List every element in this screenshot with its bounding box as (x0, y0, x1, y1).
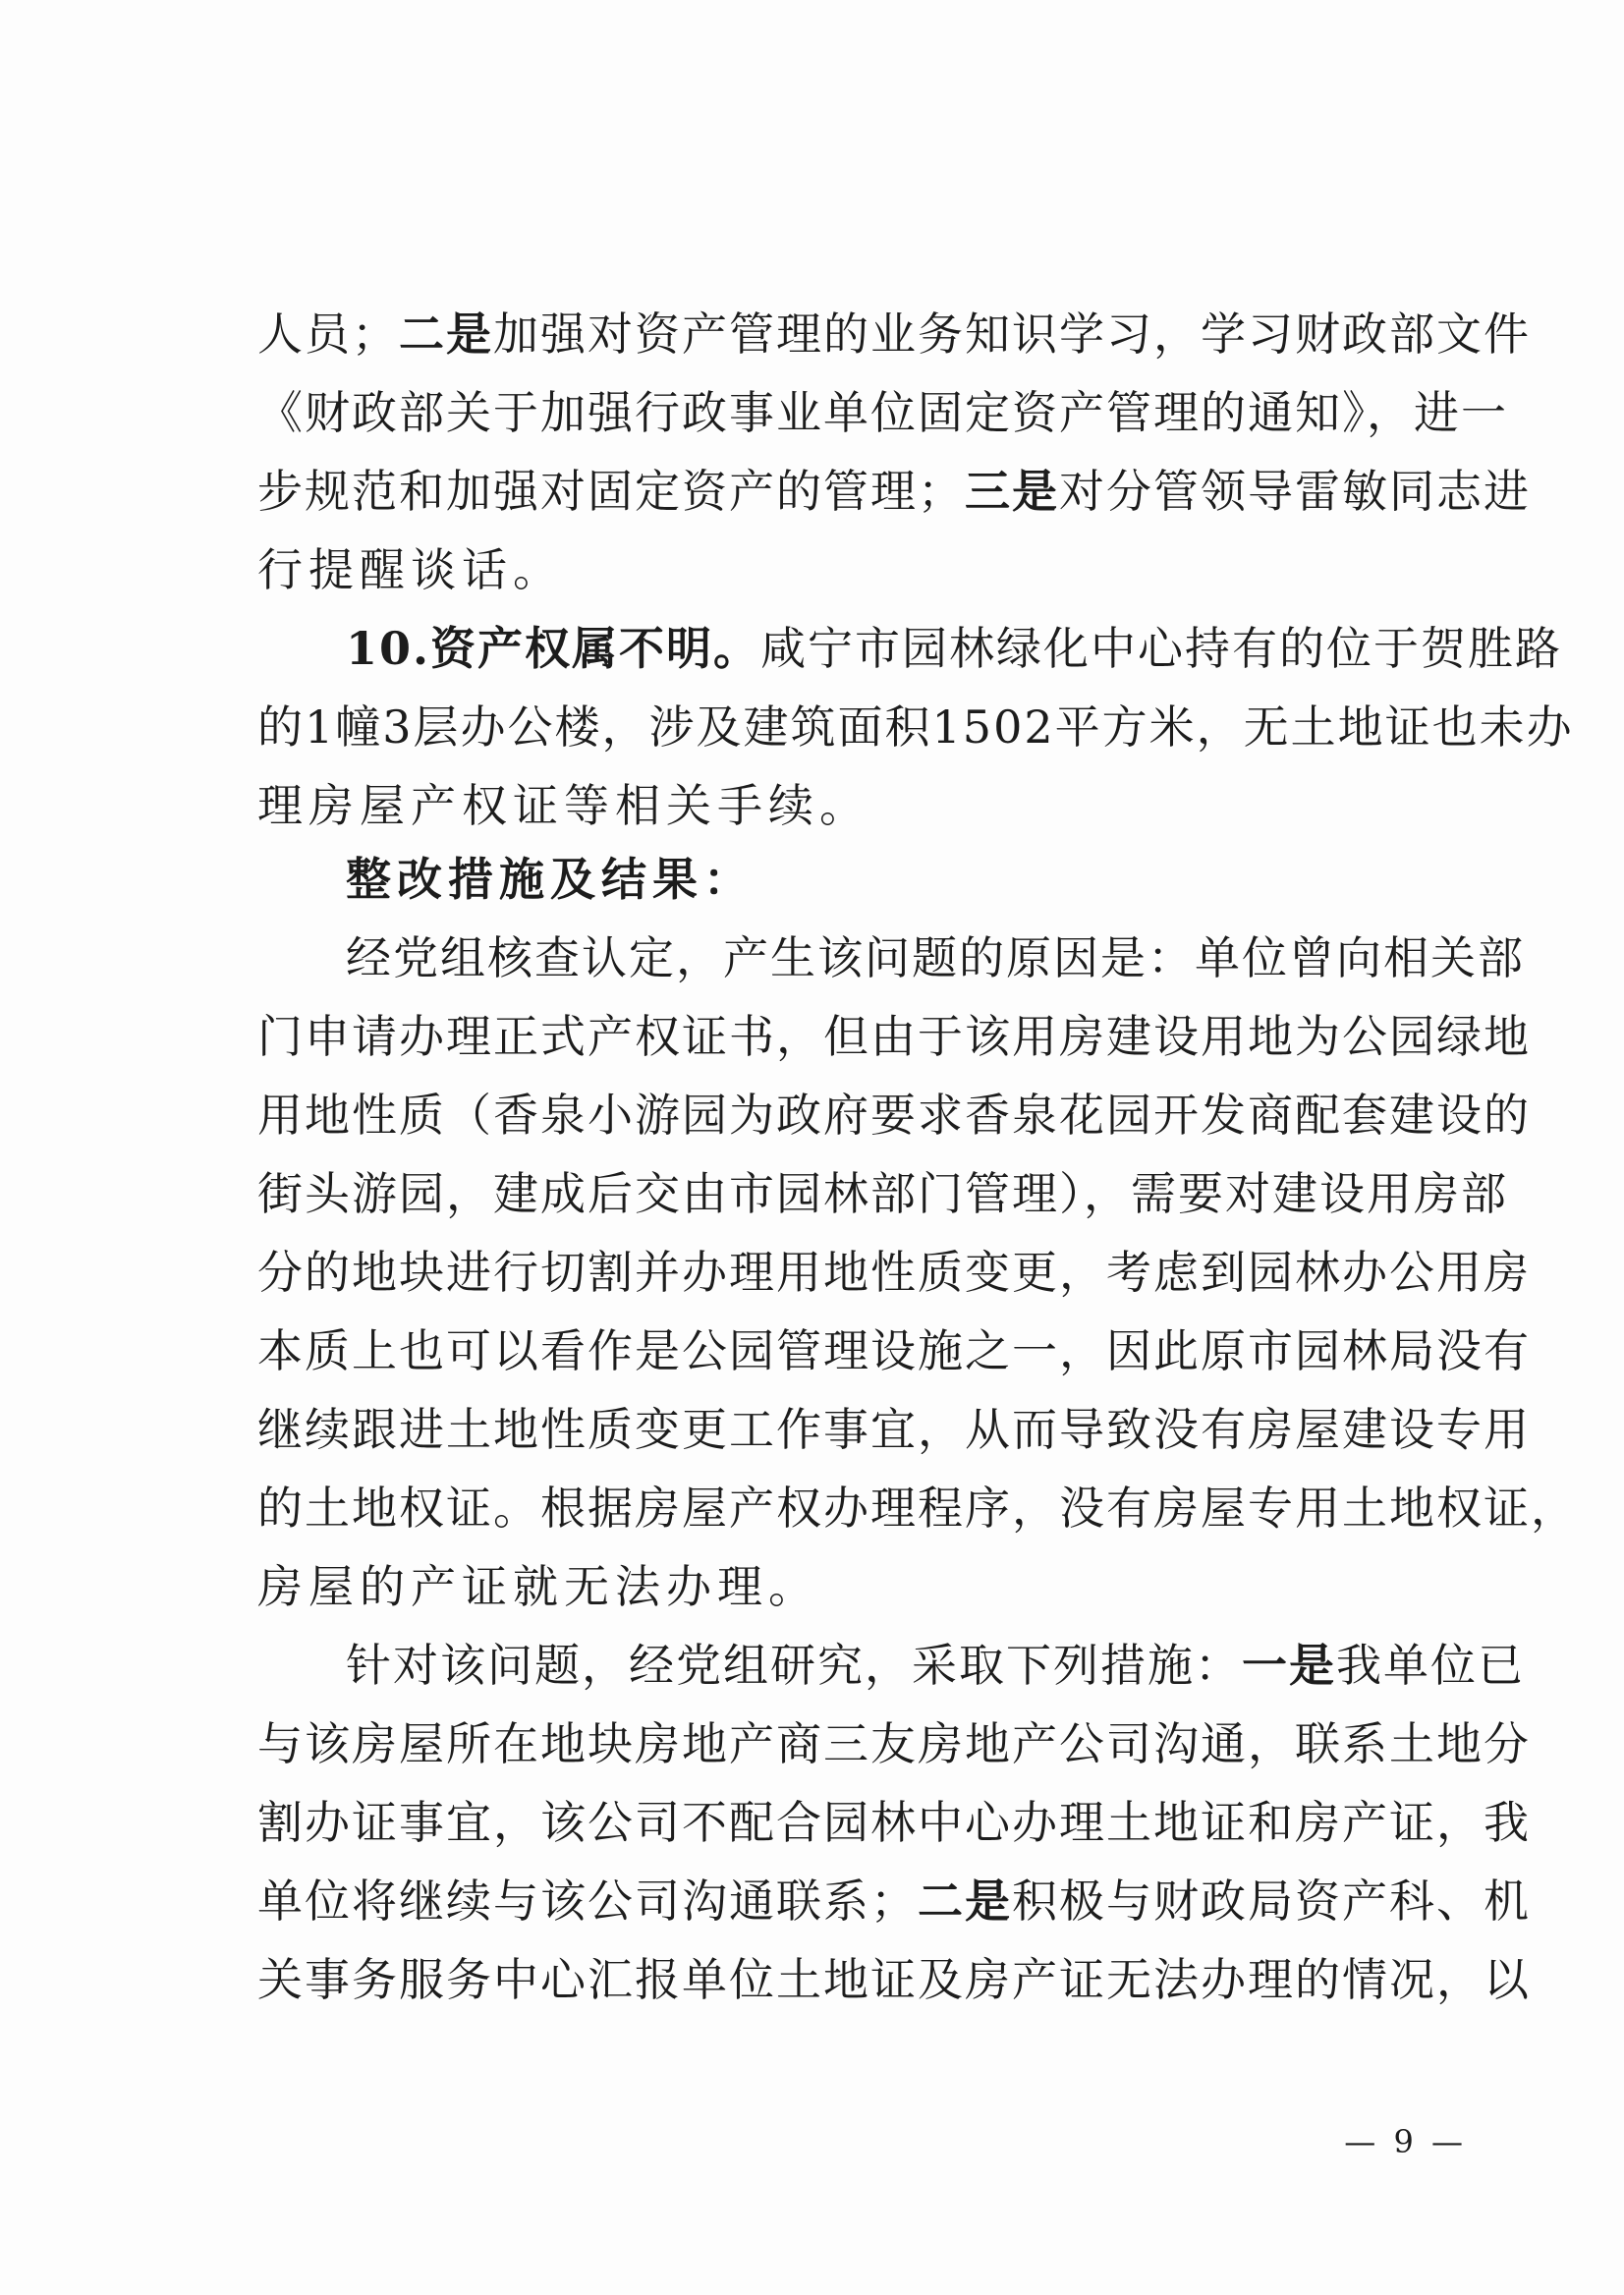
text-line (257, 305, 1531, 364)
text-span: 积极与财政局资产科、机 (1012, 1875, 1531, 1928)
text-line: 《财政部关于加强行政事业单位固定资产管理的通知》，进一 (257, 386, 1508, 439)
para1-line: 分的地块进行切割并办理用地性质变更，考虑到园林办公用房 (257, 1246, 1531, 1299)
text-span: 步规范和加强对固定资产的管理； (257, 465, 965, 518)
text-span: 加强对资产管理的业务知识学习，学习财政部文件 (493, 308, 1531, 361)
item10-line2: 的1幢3层办公楼，涉及建筑面积1502平方米，无土地证也未办 (257, 700, 1574, 754)
para2-line2: 与该房屋所在地块房地产商三友房地产公司沟通，联系土地分 (257, 1717, 1531, 1770)
text-line (257, 462, 1531, 521)
para1-line: 门申请办理正式产权证书，但由于该用房建设用地为公园绿地 (257, 1010, 1531, 1063)
para2-line5: 关事务服务中心汇报单位土地证及房产证无法办理的情况，以 (257, 1953, 1531, 2006)
para1-line: 经党组核查认定，产生该问题的原因是：单位曾向相关部 (346, 931, 1525, 984)
page-number: — 9 — (1344, 2123, 1467, 2160)
para1-line: 房屋的产证就无法办理。 (257, 1560, 819, 1613)
text-span: 针对该问题，经党组研究，采取下列措施： (346, 1639, 1242, 1692)
bold-lead: 一是 (1242, 1639, 1336, 1692)
text-line: 行提醒谈话。 (257, 543, 564, 596)
text-span: 我单位已 (1336, 1639, 1525, 1692)
para1-line: 继续跟进土地性质变更工作事宜，从而导致没有房屋建设专用 (257, 1403, 1531, 1456)
para1-line: 的土地权证。根据房屋产权办理程序，没有房屋专用土地权证， (257, 1482, 1578, 1535)
para1-line: 用地性质（香泉小游园为政府要求香泉花园开发商配套建设的 (257, 1089, 1531, 1142)
para2-line3: 割办证事宜，该公司不配合园林中心办理土地证和房产证，我 (257, 1796, 1531, 1849)
bold-lead: 三是 (965, 465, 1059, 518)
section-heading: 整改措施及结果： (346, 853, 755, 906)
text-span: 咸宁市园林绿化中心持有的位于贺胜路 (760, 622, 1563, 675)
text-span: 对分管领导雷敏同志进 (1059, 465, 1531, 518)
text-span: 单位将继续与该公司沟通联系； (257, 1875, 918, 1928)
para1-line: 本质上也可以看作是公园管理设施之一，因此原市园林局没有 (257, 1324, 1531, 1377)
item10-title: 10.资产权属不明。 (346, 622, 761, 675)
text-span: 人员； (257, 308, 399, 361)
item10-line3: 理房屋产权证等相关手续。 (257, 779, 870, 832)
para2-line1 (346, 1636, 1525, 1695)
item10-line1 (346, 619, 1563, 678)
para1-line: 街头游园，建成后交由市园林部门管理），需要对建设用房部 (257, 1167, 1508, 1220)
bold-lead: 二是 (918, 1875, 1012, 1928)
bold-lead: 二是 (399, 308, 493, 361)
para2-line4 (257, 1872, 1531, 1931)
